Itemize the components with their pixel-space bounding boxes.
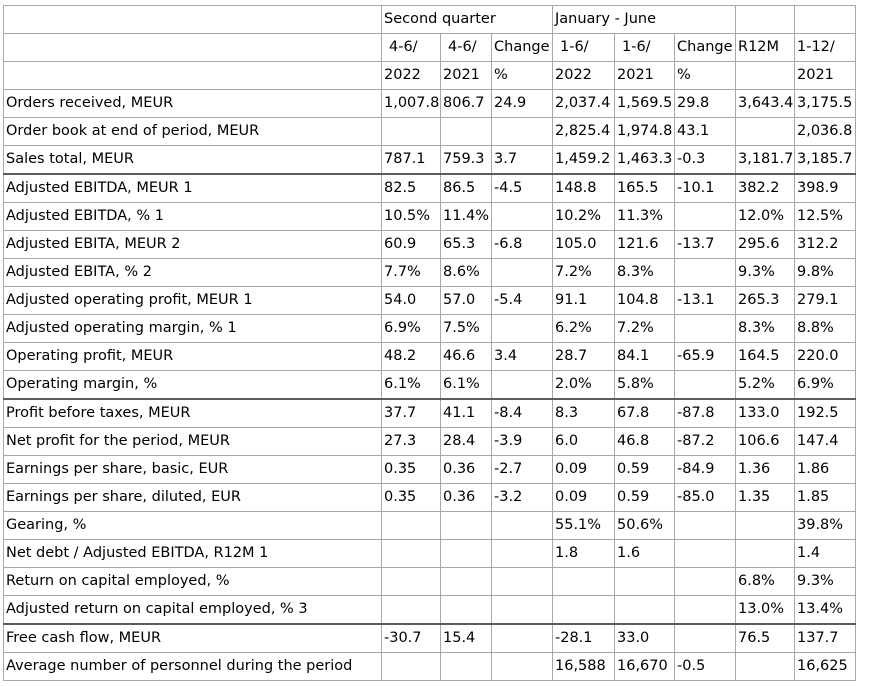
table-row (4, 653, 856, 681)
table-cell: 1.36 (736, 456, 795, 484)
table-cell (675, 315, 736, 343)
table-cell: 759.3 (441, 146, 492, 175)
row-label: Gearing, % (4, 512, 382, 540)
row-label: Adjusted return on capital employed, % 3 (4, 596, 382, 625)
table-cell: 1.86 (795, 456, 856, 484)
table-cell: 6.9% (382, 315, 441, 343)
row-label: Adjusted operating margin, % 1 (4, 315, 382, 343)
table-cell: -0.3 (675, 146, 736, 175)
column-header-line2 (736, 62, 795, 90)
table-cell: 16,625 (795, 653, 856, 681)
table-cell: 265.3 (736, 287, 795, 315)
table-cell: -2.7 (492, 456, 553, 484)
table-cell (492, 371, 553, 400)
table-cell: 8.3% (615, 259, 675, 287)
table-cell: 7.2% (615, 315, 675, 343)
table-cell (441, 512, 492, 540)
table-row (4, 203, 856, 231)
table-cell: 46.6 (441, 343, 492, 371)
table-cell (736, 118, 795, 146)
row-label: Free cash flow, MEUR (4, 624, 382, 653)
column-header-line1: 1-6/ (553, 34, 615, 62)
table-cell: 15.4 (441, 624, 492, 653)
table-cell (492, 259, 553, 287)
table-cell (441, 653, 492, 681)
table-cell: 12.5% (795, 203, 856, 231)
table-row (4, 568, 856, 596)
table-cell (382, 568, 441, 596)
table-cell: 13.4% (795, 596, 856, 625)
table-cell: -87.2 (675, 428, 736, 456)
table-cell: 0.59 (615, 456, 675, 484)
table-cell: 86.5 (441, 174, 492, 203)
table-row (4, 624, 856, 653)
table-cell: 0.35 (382, 484, 441, 512)
table-cell: -8.4 (492, 399, 553, 428)
column-header-line1: R12M (736, 34, 795, 62)
table-cell (441, 540, 492, 568)
table-cell: 192.5 (795, 399, 856, 428)
table-cell: 1,459.2 (553, 146, 615, 175)
column-header-line2: % (675, 62, 736, 90)
table-cell (675, 512, 736, 540)
table-cell: 121.6 (615, 231, 675, 259)
table-cell: 8.3% (736, 315, 795, 343)
table-cell: 148.8 (553, 174, 615, 203)
table-cell: 1.85 (795, 484, 856, 512)
header-empty-cell (4, 6, 382, 34)
table-cell (492, 203, 553, 231)
table-cell (492, 624, 553, 653)
table-cell: 43.1 (675, 118, 736, 146)
table-cell: 3.4 (492, 343, 553, 371)
column-header-line1: 1-12/ (795, 34, 856, 62)
table-cell (492, 512, 553, 540)
table-cell (675, 540, 736, 568)
column-header-line2: 2021 (795, 62, 856, 90)
table-cell: 16,670 (615, 653, 675, 681)
row-label: Sales total, MEUR (4, 146, 382, 175)
table-row (4, 399, 856, 428)
table-cell: 133.0 (736, 399, 795, 428)
table-cell (675, 371, 736, 400)
table-cell: 46.8 (615, 428, 675, 456)
financial-summary-table (3, 5, 856, 681)
column-header-line1: 4-6/ (382, 34, 441, 62)
table-cell (441, 596, 492, 625)
table-row (4, 456, 856, 484)
table-cell: 37.7 (382, 399, 441, 428)
table-cell: -28.1 (553, 624, 615, 653)
table-cell: 9.3% (736, 259, 795, 287)
table-cell: -30.7 (382, 624, 441, 653)
table-cell: 787.1 (382, 146, 441, 175)
header-empty-cell (4, 34, 382, 62)
table-cell: -65.9 (675, 343, 736, 371)
column-header-line1: 4-6/ (441, 34, 492, 62)
table-cell: 82.5 (382, 174, 441, 203)
table-cell (382, 512, 441, 540)
table-cell: -6.8 (492, 231, 553, 259)
table-cell: 0.36 (441, 484, 492, 512)
header-group-row (4, 6, 856, 34)
table-cell: 12.0% (736, 203, 795, 231)
table-cell (382, 653, 441, 681)
table-cell: 29.8 (675, 90, 736, 118)
table-cell: 806.7 (441, 90, 492, 118)
table-cell: 104.8 (615, 287, 675, 315)
table-row (4, 371, 856, 400)
table-row (4, 259, 856, 287)
table-cell: 3,643.4 (736, 90, 795, 118)
header-column-row-bottom (4, 62, 856, 90)
table-cell: -3.2 (492, 484, 553, 512)
table-cell: 28.4 (441, 428, 492, 456)
table-cell (492, 653, 553, 681)
table-cell: 76.5 (736, 624, 795, 653)
table-cell: -4.5 (492, 174, 553, 203)
table-cell: 164.5 (736, 343, 795, 371)
table-cell: 6.2% (553, 315, 615, 343)
header-column-row-top (4, 34, 856, 62)
table-cell: 1.6 (615, 540, 675, 568)
table-cell: 1,974.8 (615, 118, 675, 146)
row-label: Adjusted EBITDA, % 1 (4, 203, 382, 231)
table-cell: 11.3% (615, 203, 675, 231)
table-cell: 2,825.4 (553, 118, 615, 146)
column-header-line1: Change (492, 34, 553, 62)
table-cell: 13.0% (736, 596, 795, 625)
table-cell: 220.0 (795, 343, 856, 371)
table-cell: 3,185.7 (795, 146, 856, 175)
table-cell: 7.2% (553, 259, 615, 287)
column-header-line2: 2022 (382, 62, 441, 90)
table-cell: 8.6% (441, 259, 492, 287)
table-cell: 1.35 (736, 484, 795, 512)
table-cell: 9.8% (795, 259, 856, 287)
table-cell: 54.0 (382, 287, 441, 315)
row-label: Adjusted EBITA, % 2 (4, 259, 382, 287)
table-cell (492, 596, 553, 625)
table-cell: -10.1 (675, 174, 736, 203)
row-label: Earnings per share, diluted, EUR (4, 484, 382, 512)
table-cell: -5.4 (492, 287, 553, 315)
table-cell: 165.5 (615, 174, 675, 203)
table-row (4, 287, 856, 315)
table-cell: 6.1% (441, 371, 492, 400)
table-cell (675, 259, 736, 287)
table-cell (553, 568, 615, 596)
table-cell: 6.0 (553, 428, 615, 456)
table-cell: 106.6 (736, 428, 795, 456)
table-row (4, 512, 856, 540)
table-cell (492, 315, 553, 343)
table-cell: 5.8% (615, 371, 675, 400)
column-header-line1: Change (675, 34, 736, 62)
table-cell: 147.4 (795, 428, 856, 456)
table-cell: 50.6% (615, 512, 675, 540)
table-row (4, 343, 856, 371)
table-cell: -13.7 (675, 231, 736, 259)
table-cell: 1,007.8 (382, 90, 441, 118)
table-cell: 0.59 (615, 484, 675, 512)
table-cell: 1.4 (795, 540, 856, 568)
table-cell: 33.0 (615, 624, 675, 653)
column-header-line2: % (492, 62, 553, 90)
table-row (4, 146, 856, 175)
table-cell: 1,463.3 (615, 146, 675, 175)
table-cell: 382.2 (736, 174, 795, 203)
table-cell: -0.5 (675, 653, 736, 681)
table-cell: 3.7 (492, 146, 553, 175)
table-cell: 39.8% (795, 512, 856, 540)
table-cell (615, 596, 675, 625)
table-cell: 2.0% (553, 371, 615, 400)
table-cell (736, 653, 795, 681)
table-cell (675, 624, 736, 653)
table-cell: 11.4% (441, 203, 492, 231)
row-label: Adjusted EBITA, MEUR 2 (4, 231, 382, 259)
column-header-line1: 1-6/ (615, 34, 675, 62)
table-row (4, 596, 856, 625)
table-cell: -87.8 (675, 399, 736, 428)
table-cell: 5.2% (736, 371, 795, 400)
table-row (4, 231, 856, 259)
table-cell (382, 540, 441, 568)
header-empty-cell (795, 6, 856, 34)
table-cell: 7.7% (382, 259, 441, 287)
table-cell: 10.5% (382, 203, 441, 231)
row-label: Average number of personnel during the period (4, 653, 382, 681)
table-cell (441, 118, 492, 146)
row-label: Adjusted operating profit, MEUR 1 (4, 287, 382, 315)
table-row (4, 484, 856, 512)
table-cell (382, 118, 441, 146)
table-cell: 16,588 (553, 653, 615, 681)
table-cell: 279.1 (795, 287, 856, 315)
table-cell: 6.1% (382, 371, 441, 400)
header-group-jan-june: January - June (553, 6, 736, 34)
row-label: Profit before taxes, MEUR (4, 399, 382, 428)
table-cell: 84.1 (615, 343, 675, 371)
table-cell: 398.9 (795, 174, 856, 203)
column-header-line2: 2022 (553, 62, 615, 90)
row-label: Operating profit, MEUR (4, 343, 382, 371)
table-row (4, 315, 856, 343)
header-group-second-quarter: Second quarter (382, 6, 553, 34)
table-cell (675, 203, 736, 231)
header-empty-cell (4, 62, 382, 90)
table-cell: 8.3 (553, 399, 615, 428)
table-cell: 2,036.8 (795, 118, 856, 146)
table-cell (736, 540, 795, 568)
table-cell (615, 568, 675, 596)
table-cell (553, 596, 615, 625)
table-cell (675, 568, 736, 596)
table-cell: 3,175.5 (795, 90, 856, 118)
row-label: Operating margin, % (4, 371, 382, 400)
table-cell: 6.8% (736, 568, 795, 596)
table-cell: 312.2 (795, 231, 856, 259)
table-cell: 0.09 (553, 456, 615, 484)
table-cell: -85.0 (675, 484, 736, 512)
table-cell: 24.9 (492, 90, 553, 118)
table-cell: 0.35 (382, 456, 441, 484)
header-empty-cell (736, 6, 795, 34)
table-cell: 48.2 (382, 343, 441, 371)
table-cell: 27.3 (382, 428, 441, 456)
table-cell: 7.5% (441, 315, 492, 343)
table-cell: 105.0 (553, 231, 615, 259)
table-cell (675, 596, 736, 625)
column-header-line2: 2021 (441, 62, 492, 90)
row-label: Order book at end of period, MEUR (4, 118, 382, 146)
table-cell: 137.7 (795, 624, 856, 653)
table-cell: 9.3% (795, 568, 856, 596)
table-cell: 2,037.4 (553, 90, 615, 118)
row-label: Orders received, MEUR (4, 90, 382, 118)
table-row (4, 428, 856, 456)
table-cell: -3.9 (492, 428, 553, 456)
table-cell: 1.8 (553, 540, 615, 568)
table-cell: 295.6 (736, 231, 795, 259)
table-cell: 91.1 (553, 287, 615, 315)
row-label: Adjusted EBITDA, MEUR 1 (4, 174, 382, 203)
table-cell: 55.1% (553, 512, 615, 540)
table-cell: 57.0 (441, 287, 492, 315)
table-cell (492, 118, 553, 146)
table-cell: 3,181.7 (736, 146, 795, 175)
table-row (4, 540, 856, 568)
table-row (4, 118, 856, 146)
table-cell: 65.3 (441, 231, 492, 259)
table-cell: 10.2% (553, 203, 615, 231)
table-cell: 8.8% (795, 315, 856, 343)
table-cell (382, 596, 441, 625)
row-label: Net debt / Adjusted EBITDA, R12M 1 (4, 540, 382, 568)
table-cell: 41.1 (441, 399, 492, 428)
row-label: Net profit for the period, MEUR (4, 428, 382, 456)
table-cell (492, 568, 553, 596)
table-body (4, 90, 856, 681)
table-row (4, 90, 856, 118)
table-cell: 6.9% (795, 371, 856, 400)
table-cell (492, 540, 553, 568)
row-label: Return on capital employed, % (4, 568, 382, 596)
column-header-line2: 2021 (615, 62, 675, 90)
table-cell: -13.1 (675, 287, 736, 315)
table-cell: 67.8 (615, 399, 675, 428)
table-cell (441, 568, 492, 596)
table-cell: 0.09 (553, 484, 615, 512)
table-cell: -84.9 (675, 456, 736, 484)
table-cell: 1,569.5 (615, 90, 675, 118)
table-cell (736, 512, 795, 540)
row-label: Earnings per share, basic, EUR (4, 456, 382, 484)
table-cell: 0.36 (441, 456, 492, 484)
table-row (4, 174, 856, 203)
table-cell: 60.9 (382, 231, 441, 259)
table-cell: 28.7 (553, 343, 615, 371)
